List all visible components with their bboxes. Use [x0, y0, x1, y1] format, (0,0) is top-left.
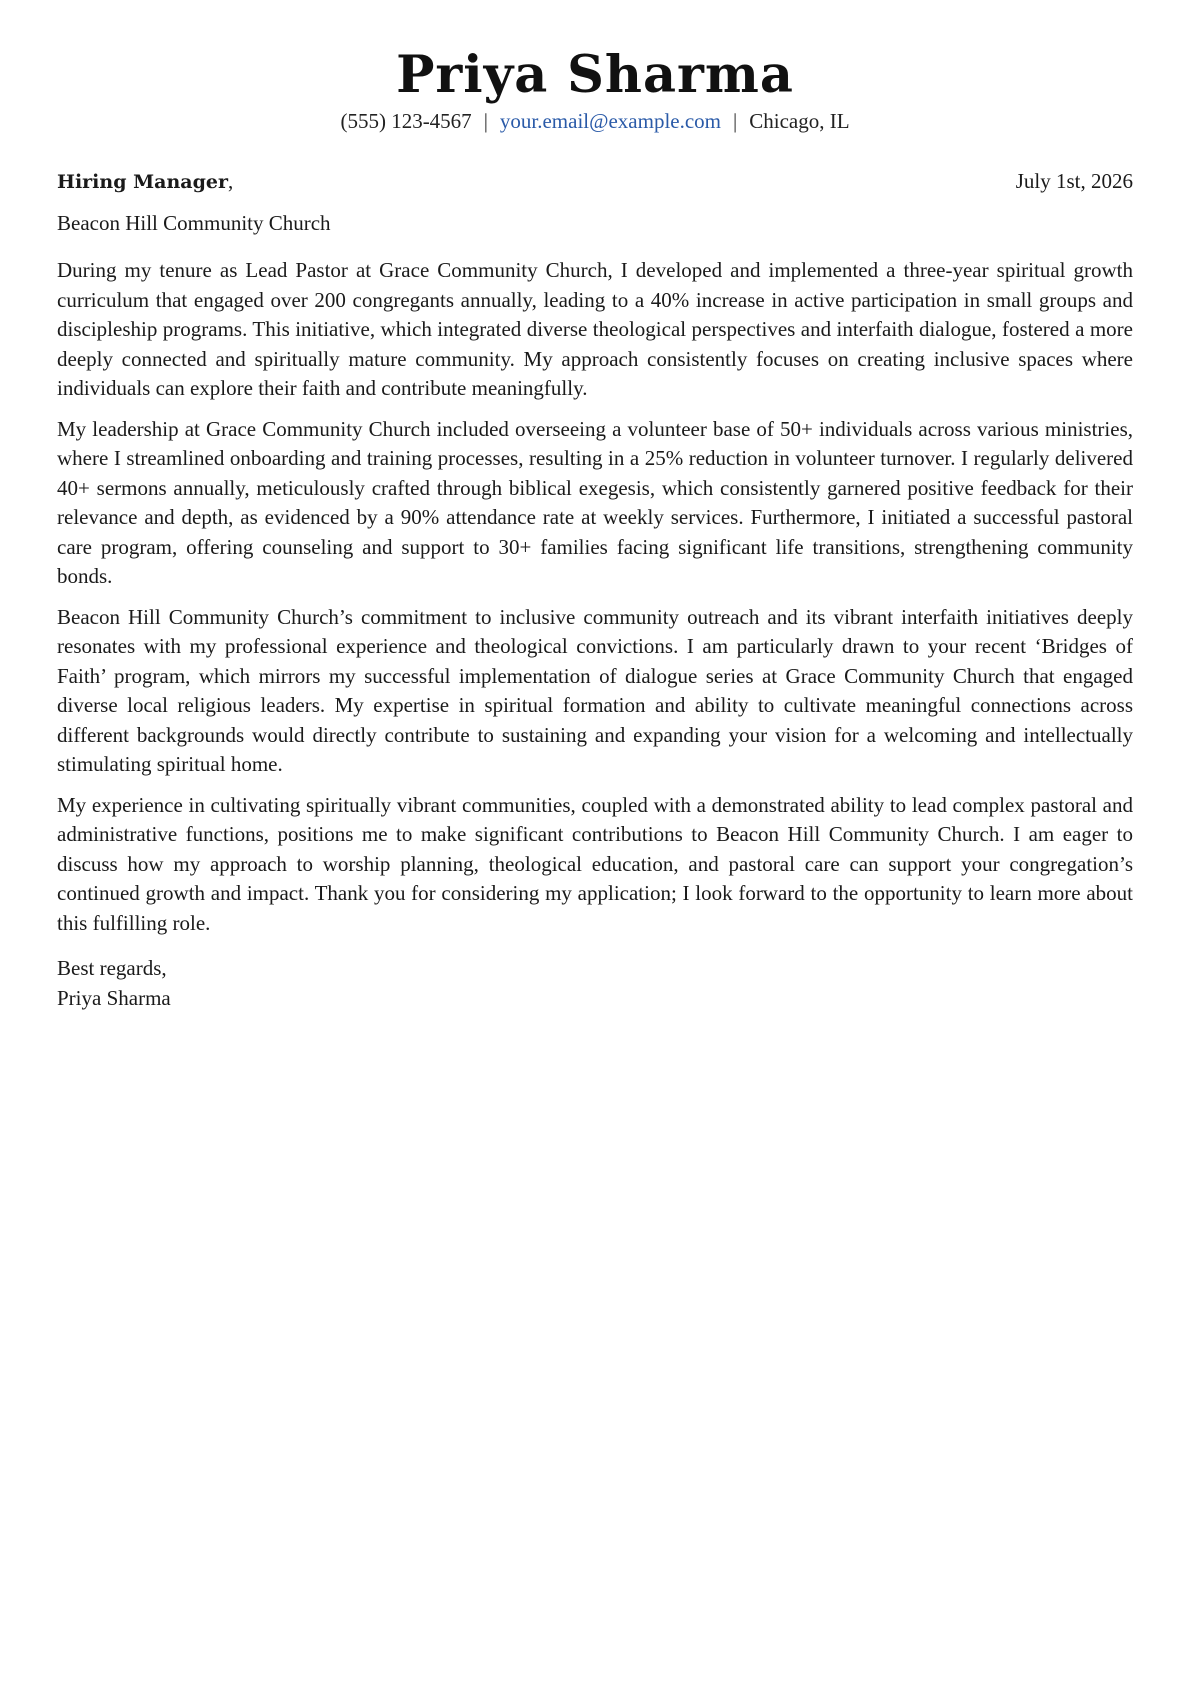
- recipient-company: Beacon Hill Community Church: [57, 211, 331, 235]
- contact-separator: |: [483, 109, 488, 133]
- recipient-title-suffix: ,: [227, 169, 234, 193]
- phone-number: (555) 123-4567: [340, 109, 472, 133]
- body-paragraph: During my tenure as Lead Pastor at Grace Community Church, I developed and implemented a three-year spiritual growth curriculum that engaged over 200 congregants annually, leading to a 40% increase in active participation in small groups and discipleship programs. This initiative, which integrated diverse theological perspectives and interfaith dialogue, fostered a more deeply connected and spiritually mature community. My approach consistently focuses on creating inclusive spaces where individuals can explore their faith and contribute meaningfully.: [57, 258, 1133, 400]
- closing-block: [57, 954, 1133, 1013]
- contact-line: [57, 107, 1133, 135]
- recipient-date-row: [57, 167, 1133, 196]
- closing-salutation: Best regards,: [57, 956, 167, 980]
- closing-signature: Priya Sharma: [57, 985, 171, 1010]
- applicant-name: Priya Sharma: [396, 45, 794, 105]
- location: Chicago, IL: [749, 109, 850, 133]
- email-link[interactable]: your.email@example.com: [499, 109, 722, 133]
- letter-date: July 1st, 2026: [1015, 169, 1133, 193]
- recipient-line: [57, 167, 233, 196]
- contact-separator: |: [733, 109, 738, 133]
- body-paragraph: Beacon Hill Community Church’s commitment to inclusive community outreach and its vibrant interfaith initiatives deeply resonates with my professional experience and theological convictions. I am particularly drawn to your recent ‘Bridges of Faith’ program, which mirrors my successful implementation of dialogue series at Grace Community Church that engaged diverse local religious leaders. My expertise in spiritual formation and ability to cultivate meaningful connections across different backgrounds would directly contribute to sustaining and expanding your vision for a welcoming and intellectually stimulating spiritual home.: [57, 604, 1133, 776]
- body-paragraph: My leadership at Grace Community Church included overseeing a volunteer base of 50+ individuals across various ministries, where I streamlined onboarding and training processes, resulting in a 25% reduction in volunteer turnover. I regularly delivered 40+ sermons annually, meticulously crafted through biblical exegesis, which consistently garnered positive feedback for their relevance and depth, as evidenced by a 90% attendance rate at weekly services. Furthermore, I initiated a successful pastoral care program, offering counseling and support to 30+ families facing significant life transitions, strengthening community bonds.: [57, 416, 1133, 588]
- letter-body: [57, 256, 1133, 938]
- recipient-title: Hiring Manager: [57, 171, 228, 193]
- body-paragraph: My experience in cultivating spiritually vibrant communities, coupled with a demonstrated ability to lead complex pastoral and administrative functions, positions me to make significant contributions to Beacon Hill Community Church. I am eager to discuss how my approach to worship planning, theological education, and pastoral care can support your congregation’s continued growth and impact. Thank you for considering my application; I look forward to the opportunity to learn more about this fulfilling role.: [57, 792, 1133, 935]
